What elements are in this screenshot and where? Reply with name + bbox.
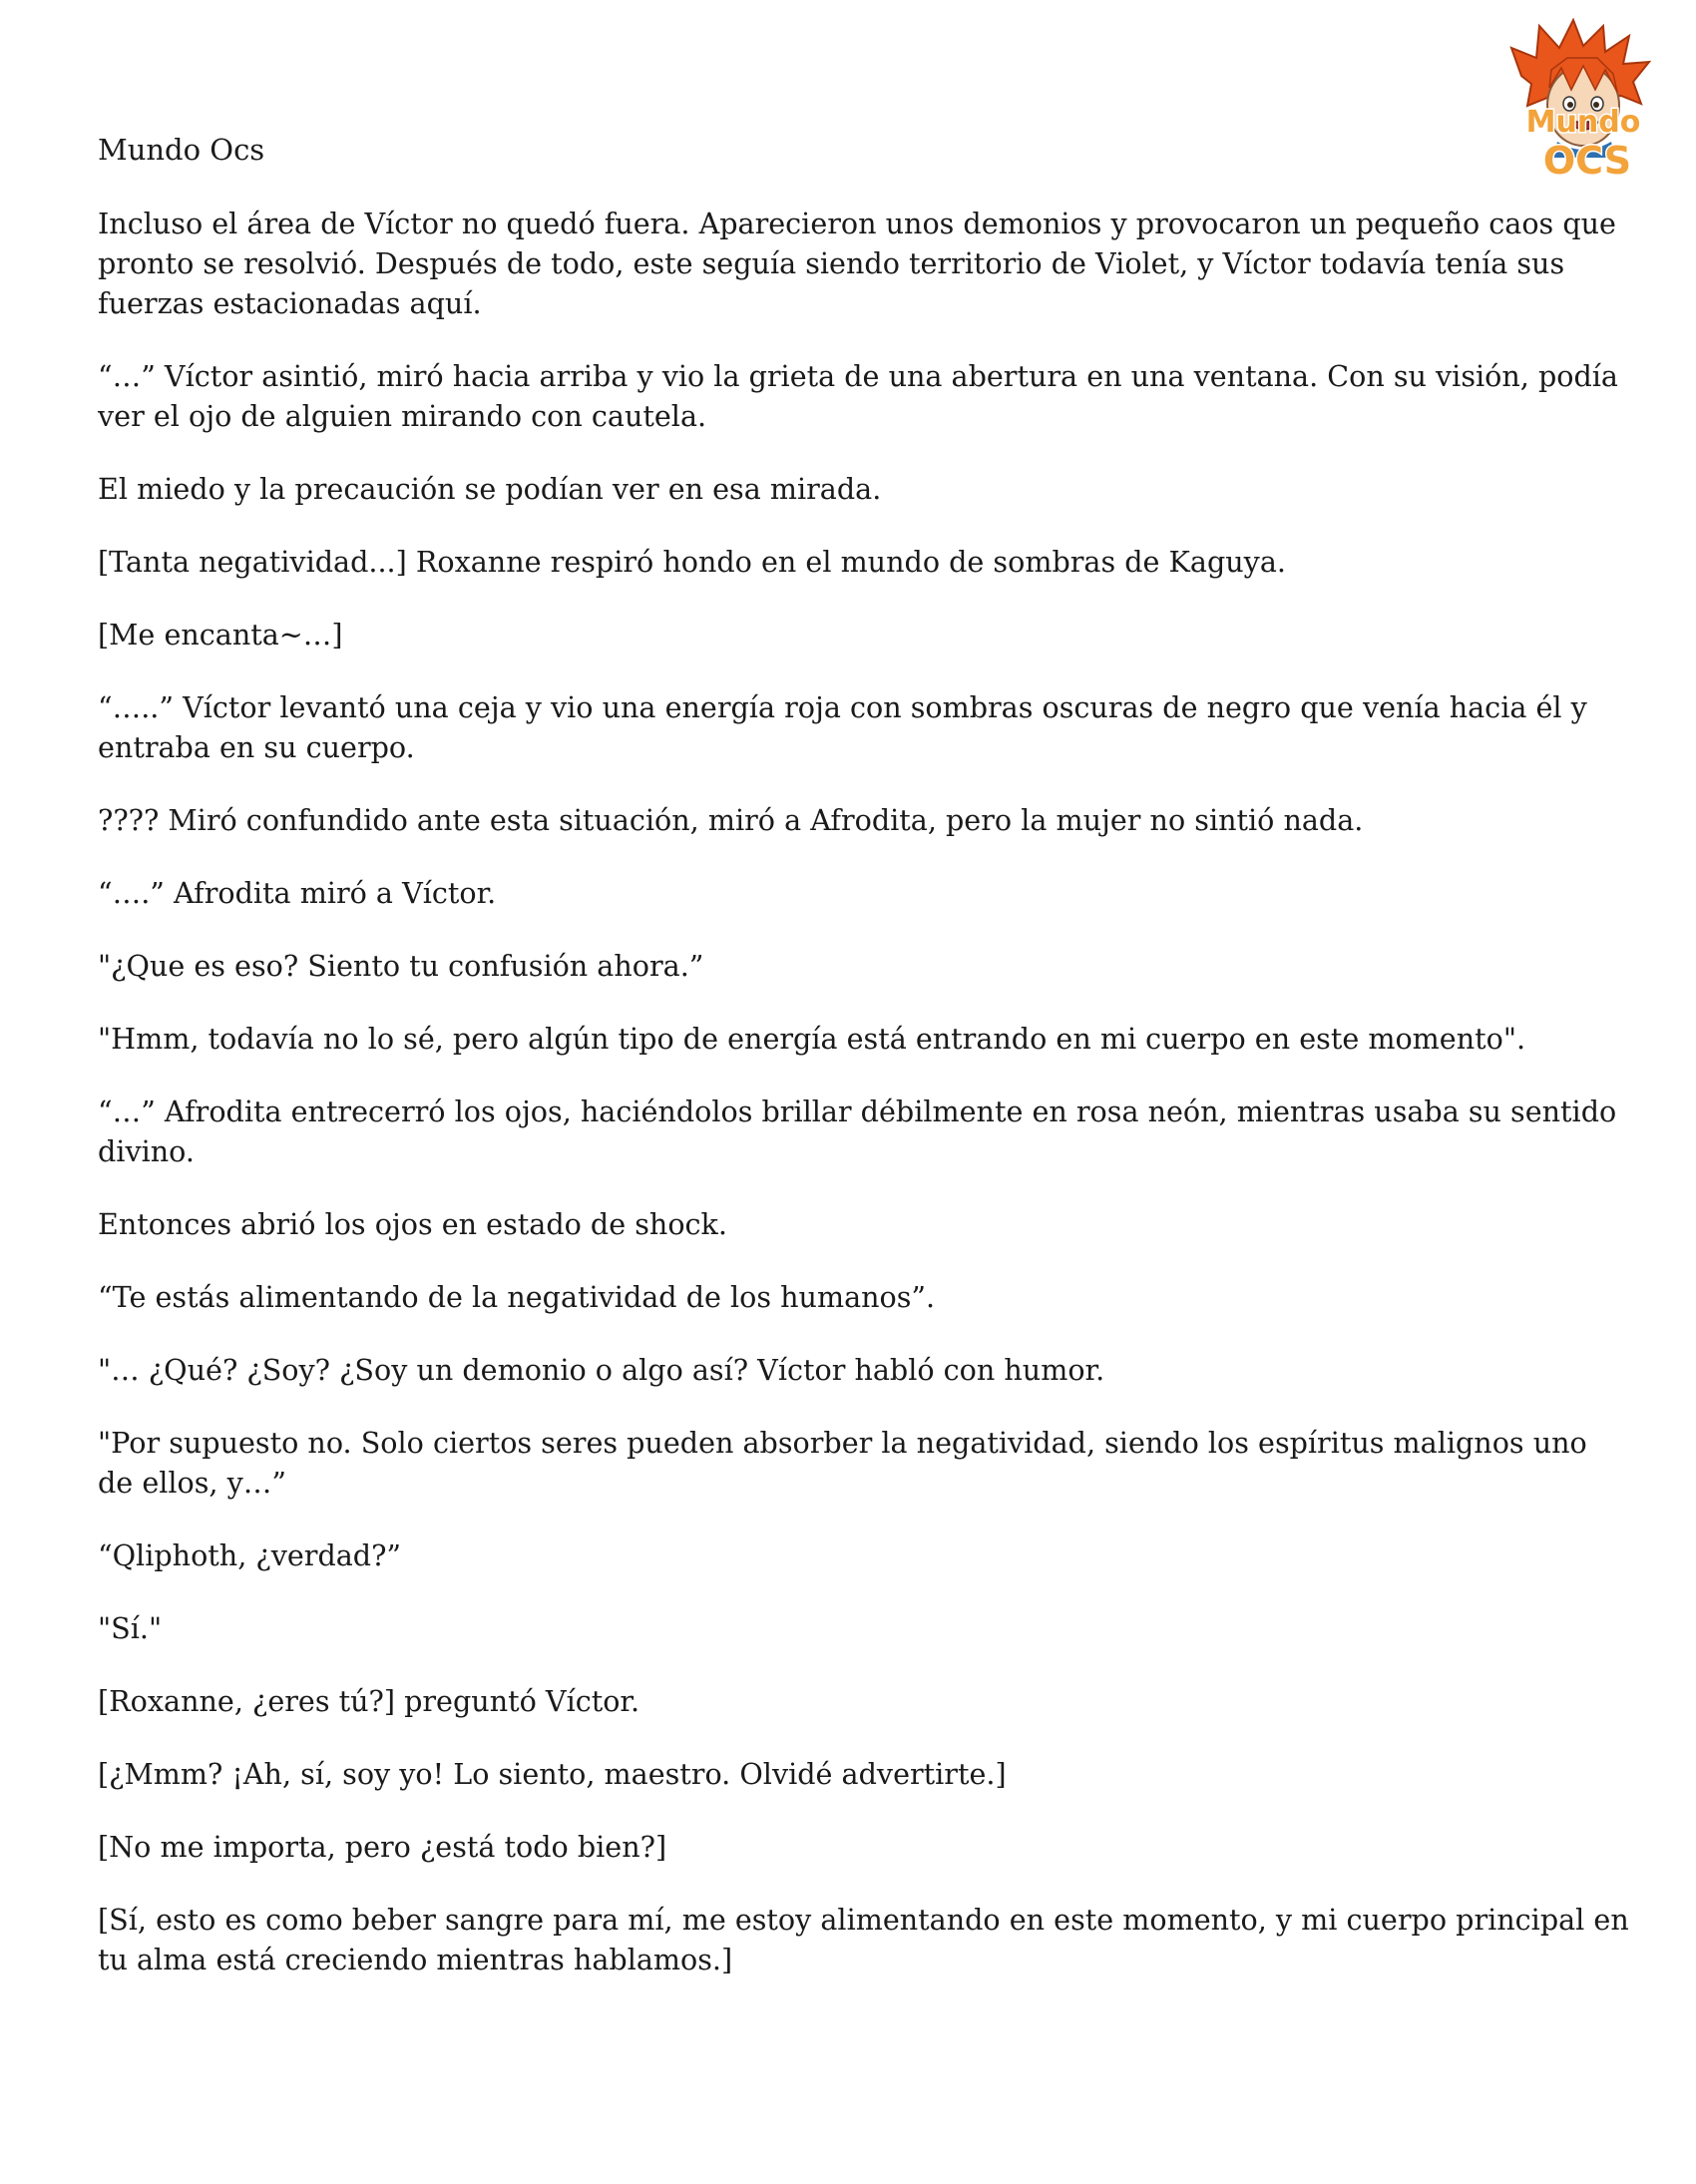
paragraph: [Roxanne, ¿eres tú?] preguntó Víctor. [98, 1684, 640, 1718]
paragraph: "Por supuesto no. Solo ciertos seres pueden absorber la negatividad, siendo los espíritus malignos uno de ellos, y…” [98, 1426, 1587, 1500]
paragraph: Incluso el área de Víctor no quedó fuera. Aparecieron unos demonios y provocaron un pequeño caos que pronto se resolvió. Después de todo, este seguía siendo territorio de Violet, y Víctor todavía tenía sus fuerzas estacionadas aquí. [98, 207, 1616, 320]
paragraph: “Te estás alimentando de la negatividad de los humanos”. [98, 1280, 936, 1314]
paragraph: ???? Miró confundido ante esta situación, miró a Afrodita, pero la mujer no sintió nada. [98, 803, 1364, 837]
svg-text:OCS: OCS [1542, 139, 1632, 183]
svg-text:Mundo: Mundo [1525, 105, 1641, 140]
document-body [98, 204, 1629, 2012]
paragraph: "Hmm, todavía no lo sé, pero algún tipo de energía está entrando en mi cuerpo en este momento". [98, 1022, 1526, 1056]
paragraph: “…” Afrodita entrecerró los ojos, haciéndolos brillar débilmente en rosa neón, mientras usaba su sentido divino. [98, 1094, 1617, 1168]
paragraph: "… ¿Qué? ¿Soy? ¿Soy un demonio o algo así? Víctor habló con humor. [98, 1353, 1105, 1387]
mundo-ocs-logo [1501, 18, 1666, 188]
paragraph: [¿Mmm? ¡Ah, sí, soy yo! Lo siento, maestro. Olvidé advertirte.] [98, 1757, 1007, 1791]
paragraph: [Me encanta~…] [98, 618, 343, 652]
paragraph: “Qliphoth, ¿verdad?” [98, 1538, 402, 1572]
paragraph: “….” Afrodita miró a Víctor. [98, 876, 497, 910]
paragraph: "¿Que es eso? Siento tu confusión ahora.” [98, 949, 704, 983]
paragraph: "Sí." [98, 1611, 163, 1645]
paragraph: [Sí, esto es como beber sangre para mí, me estoy alimentando en este momento, y mi cuerpo principal en tu alma está creciendo mientras hablamos.] [98, 1903, 1629, 1976]
paragraph: Entonces abrió los ojos en estado de shock. [98, 1207, 727, 1241]
page-header-title: Mundo Ocs [98, 133, 265, 167]
mascot-icon [1501, 18, 1666, 188]
paragraph: El miedo y la precaución se podían ver en esa mirada. [98, 472, 882, 506]
paragraph: “…” Víctor asintió, miró hacia arriba y vio la grieta de una abertura en una ventana. Con su visión, podía ver el ojo de alguien mirando con cautela. [98, 359, 1618, 433]
paragraph: “…..” Víctor levantó una ceja y vio una energía roja con sombras oscuras de negro que venía hacia él y entraba en su cuerpo. [98, 690, 1587, 764]
paragraph: [Tanta negatividad...] Roxanne respiró hondo en el mundo de sombras de Kaguya. [98, 545, 1286, 579]
paragraph: [No me importa, pero ¿está todo bien?] [98, 1830, 667, 1864]
